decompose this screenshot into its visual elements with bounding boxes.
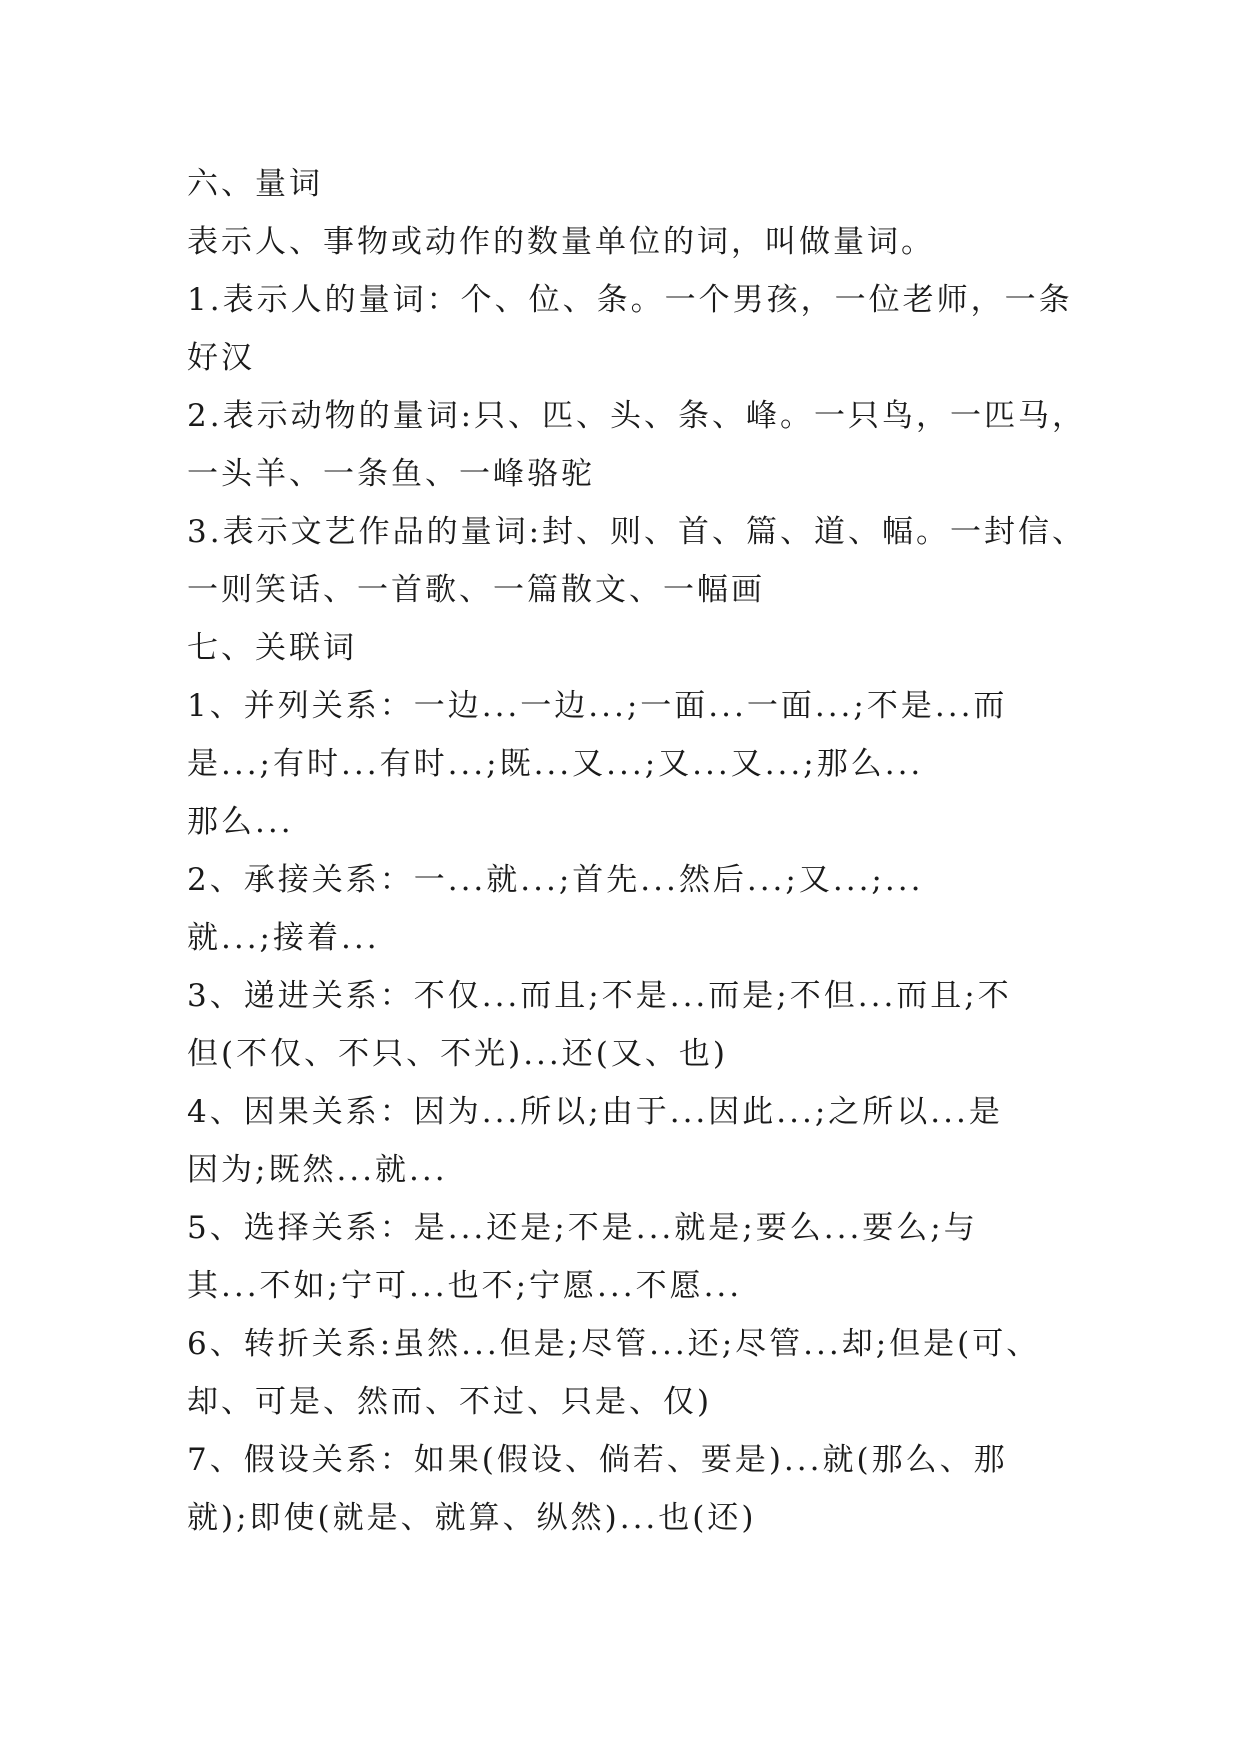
paragraph-line: 表示人、事物或动作的数量单位的词，叫做量词。	[187, 224, 935, 260]
section-heading-conjunctions: 七、关联词	[187, 630, 357, 666]
paragraph-line: 4、因果关系：因为...所以;由于...因此...;之所以...是	[187, 1094, 1003, 1130]
paragraph-line: 一头羊、一条鱼、一峰骆驼	[187, 456, 595, 492]
paragraph-line: 就);即使(就是、就算、纵然)...也(还)	[187, 1500, 757, 1536]
paragraph-line: 就...;接着...	[187, 920, 380, 956]
paragraph-line: 好汉	[187, 340, 255, 376]
document-body	[187, 155, 1087, 1547]
paragraph-line: 1.表示人的量词：个、位、条。一个男孩，一位老师，一条	[187, 282, 1073, 318]
paragraph-line: 但(不仅、不只、不光)...还(又、也)	[187, 1036, 728, 1072]
paragraph-line: 2、承接关系：一...就...;首先...然后...;又...;...	[187, 862, 924, 898]
paragraph-line: 一则笑话、一首歌、一篇散文、一幅画	[187, 572, 765, 608]
paragraph-line: 5、选择关系：是...还是;不是...就是;要么...要么;与	[187, 1210, 978, 1246]
paragraph-line: 是...;有时...有时...;既...又...;又...又...;那么...	[187, 746, 924, 782]
paragraph-line: 1、并列关系：一边...一边...;一面...一面...;不是...而	[187, 688, 1008, 724]
paragraph-line: 7、假设关系：如果(假设、倘若、要是)...就(那么、那	[187, 1442, 1008, 1478]
section-heading-measure-words: 六、量词	[187, 166, 323, 202]
paragraph-line: 3.表示文艺作品的量词:封、则、首、篇、道、幅。一封信、	[187, 514, 1087, 550]
paragraph-line: 却、可是、然而、不过、只是、仅)	[187, 1384, 713, 1420]
paragraph-line: 因为;既然...就...	[187, 1152, 448, 1188]
paragraph-line: 其...不如;宁可...也不;宁愿...不愿...	[187, 1268, 743, 1304]
paragraph-line: 2.表示动物的量词:只、匹、头、条、峰。一只鸟，一匹马，	[187, 398, 1087, 434]
paragraph-line: 6、转折关系:虽然...但是;尽管...还;尽管...却;但是(可、	[187, 1326, 1041, 1362]
paragraph-line: 3、递进关系：不仅...而且;不是...而是;不但...而且;不	[187, 978, 1012, 1014]
paragraph-line: 那么...	[187, 804, 294, 840]
